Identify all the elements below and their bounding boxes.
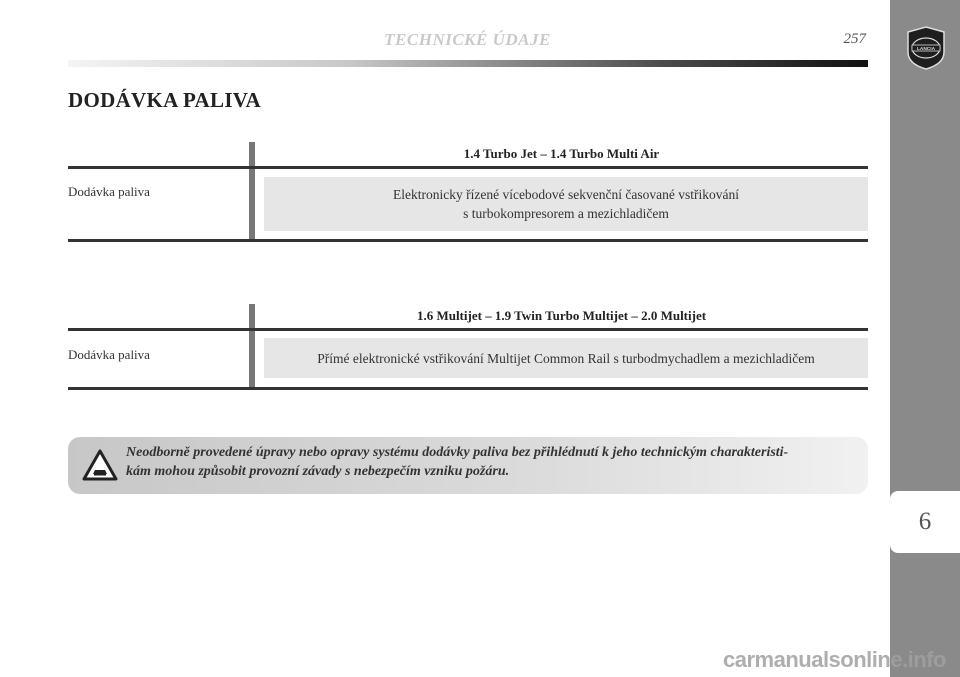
warning-line: kám mohou způsobit provozní závady s nebezpečím vzniku požáru. <box>126 464 510 479</box>
row-label: Dodávka paliva <box>68 184 150 199</box>
running-title: TECHNICKÉ ÚDAJE <box>384 30 551 49</box>
fuel-supply-table-petrol <box>68 142 868 244</box>
value-cell <box>264 177 868 231</box>
table-bottom-rule <box>68 239 868 242</box>
value-line: Elektronicky řízené vícebodové sekvenční časované vstřikování <box>393 187 739 202</box>
value-cell <box>264 338 868 378</box>
engine-header: 1.4 Turbo Jet – 1.4 Turbo Multi Air <box>463 146 660 161</box>
watermark: carmanualsonline.info <box>723 647 946 672</box>
chapter-sidebar <box>890 0 960 677</box>
row-label: Dodávka paliva <box>68 347 150 362</box>
engine-header: 1.6 Multijet – 1.9 Twin Turbo Multijet – 2.0 Multijet <box>416 308 707 323</box>
lancia-logo-icon <box>907 26 945 70</box>
value-line: Přímé elektronické vstřikování Multijet Common Rail s turbodmychadlem a mezichladičem <box>317 350 815 366</box>
table-top-rule <box>68 328 868 331</box>
warning-box <box>68 437 868 494</box>
table-bottom-rule <box>68 387 868 390</box>
section-title: DODÁVKA PALIVA <box>68 88 262 112</box>
logo-text: LANCIA <box>916 47 936 52</box>
warning-line: Neodborně provedené úpravy nebo opravy systému dodávky paliva bez přihlédnutí k jeho technickým charakteristi- <box>126 445 789 460</box>
page-number: 257 <box>843 31 866 47</box>
warning-triangle-icon <box>82 449 118 481</box>
fuel-supply-table-diesel <box>68 304 868 392</box>
header-rule <box>68 60 868 67</box>
table-top-rule <box>68 166 868 169</box>
chapter-tab[interactable]: 6 <box>890 491 960 553</box>
value-line: s turbokompresorem a mezichladičem <box>463 206 669 221</box>
warning-text <box>126 443 848 481</box>
